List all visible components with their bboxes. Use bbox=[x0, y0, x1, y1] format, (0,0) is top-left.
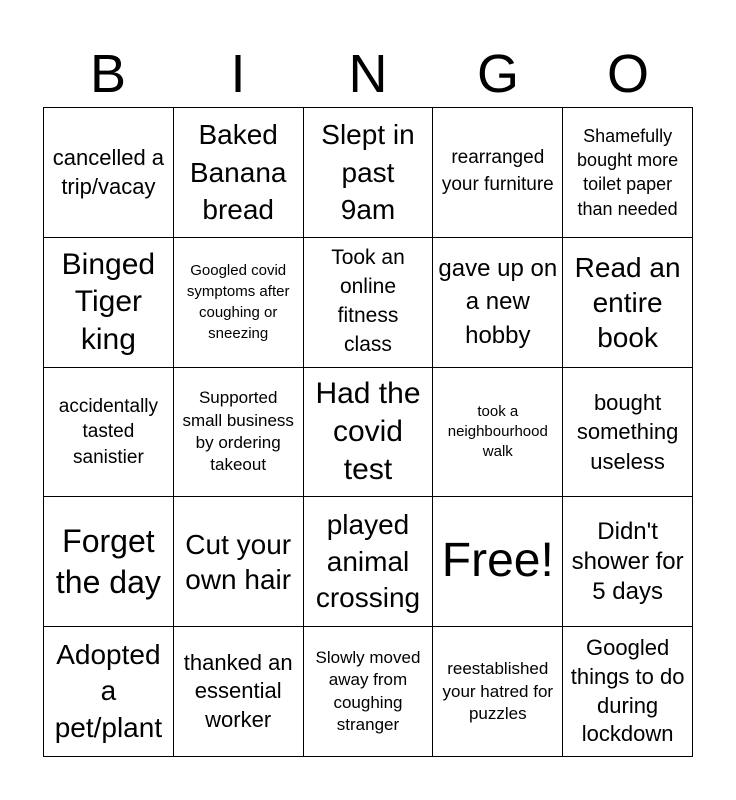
bingo-cell[interactable] bbox=[174, 627, 304, 757]
cell-label: Slowly moved away from coughing stranger bbox=[315, 647, 421, 735]
cell-label: played animal crossing bbox=[315, 509, 421, 613]
cell-label: Read an entire book bbox=[574, 251, 681, 353]
bingo-cell[interactable] bbox=[44, 368, 174, 498]
bingo-cell[interactable] bbox=[433, 368, 563, 498]
cell-label: Googled covid symptoms after coughing or sneezing bbox=[186, 262, 290, 343]
cell-label: took a neighbourhood walk bbox=[447, 402, 548, 461]
cell-label: Forget the day bbox=[55, 522, 161, 600]
cell-label: Cut your own hair bbox=[185, 528, 292, 595]
header-letter-g: G bbox=[476, 44, 519, 104]
bingo-cell[interactable] bbox=[44, 238, 174, 368]
cell-label: Slept in past 9am bbox=[321, 118, 415, 226]
bingo-cell[interactable] bbox=[174, 497, 304, 627]
cell-label: thanked an essential worker bbox=[183, 649, 293, 732]
cell-label: accidentally tasted sanistier bbox=[58, 395, 159, 468]
bingo-cell[interactable] bbox=[563, 497, 693, 627]
cell-label: Binged Tiger king bbox=[61, 247, 156, 357]
bingo-cell[interactable] bbox=[563, 238, 693, 368]
bingo-cell[interactable] bbox=[44, 108, 174, 238]
header-letter-i: I bbox=[230, 44, 246, 104]
cell-label: Took an online fitness class bbox=[331, 246, 405, 357]
bingo-cell[interactable] bbox=[304, 627, 434, 757]
cell-label: cancelled a trip/vacay bbox=[52, 145, 165, 200]
bingo-cell[interactable] bbox=[304, 368, 434, 498]
bingo-cell[interactable] bbox=[174, 238, 304, 368]
cell-label: Baked Banana bread bbox=[189, 118, 287, 226]
free-space[interactable] bbox=[433, 497, 563, 627]
bingo-board bbox=[43, 107, 693, 757]
cell-label: Shamefully bought more toilet paper than needed bbox=[577, 125, 679, 219]
header-letter-n: N bbox=[348, 44, 388, 104]
header-letter-b: B bbox=[89, 44, 127, 104]
bingo-cell[interactable] bbox=[304, 108, 434, 238]
cell-label: Adopted a pet/plant bbox=[54, 639, 163, 743]
cell-label: Didn't shower for 5 days bbox=[571, 517, 684, 605]
bingo-cell[interactable] bbox=[433, 108, 563, 238]
cell-label: Googled things to do during lockdown bbox=[570, 635, 685, 747]
bingo-cell[interactable] bbox=[174, 108, 304, 238]
bingo-header bbox=[43, 40, 693, 106]
cell-label: Had the covid test bbox=[315, 377, 421, 486]
cell-label: rearranged your furniture bbox=[441, 147, 554, 196]
bingo-cell[interactable] bbox=[563, 627, 693, 757]
bingo-cell[interactable] bbox=[44, 497, 174, 627]
bingo-cell[interactable] bbox=[563, 108, 693, 238]
cell-label: bought something useless bbox=[576, 390, 679, 474]
bingo-cell[interactable] bbox=[563, 368, 693, 498]
bingo-cell[interactable] bbox=[433, 627, 563, 757]
bingo-cell[interactable] bbox=[304, 238, 434, 368]
bingo-cell[interactable] bbox=[44, 627, 174, 757]
cell-label: Supported small business by ordering takeout bbox=[182, 388, 294, 475]
bingo-cell[interactable] bbox=[304, 497, 434, 627]
cell-label: gave up on a new hobby bbox=[438, 254, 558, 349]
cell-label: reestablished your hatred for puzzles bbox=[442, 659, 554, 723]
cell-label: Free! bbox=[441, 534, 554, 588]
bingo-cell[interactable] bbox=[174, 368, 304, 498]
header-letter-o: O bbox=[606, 44, 649, 104]
bingo-cell[interactable] bbox=[433, 238, 563, 368]
